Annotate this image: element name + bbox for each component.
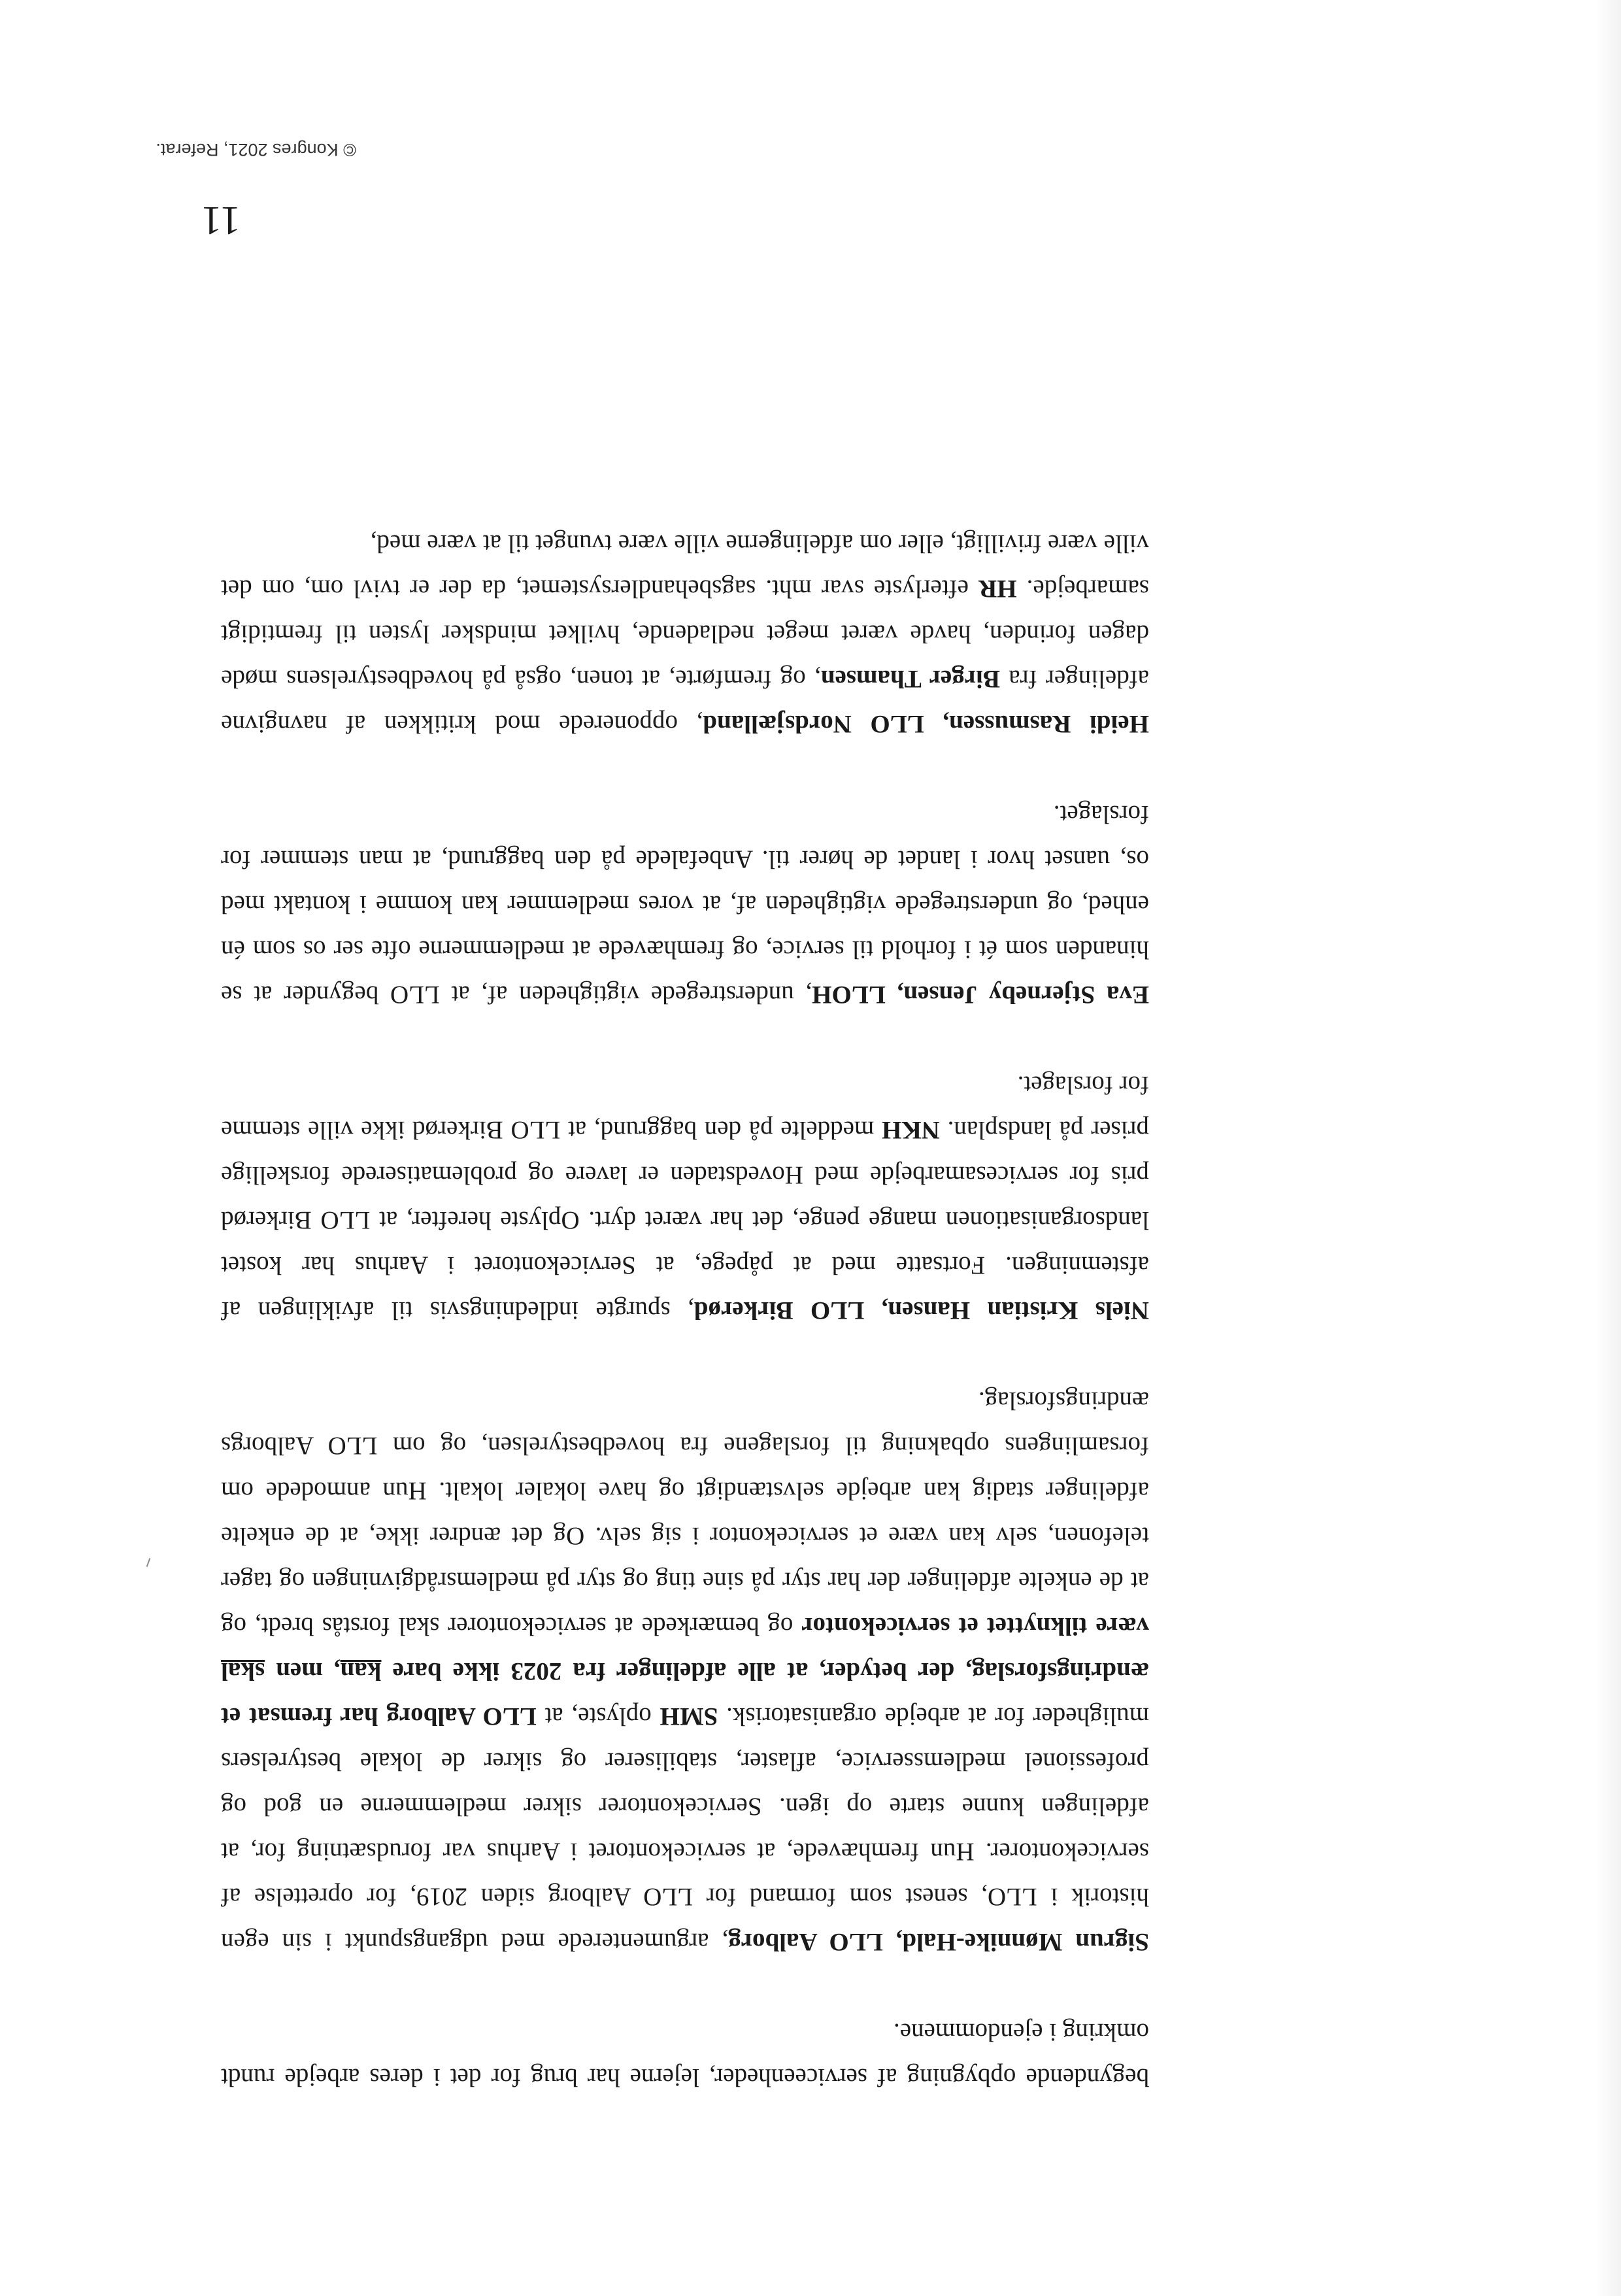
paragraph-text: , og fremførte, at tonen, også på hovedbestyrelsens møde dagen forinden, havde været meget nedladende, hvilket mindsker lysten til fremtidigt samarbejde. (221, 575, 1149, 693)
page-number: 11 (201, 198, 241, 243)
minutes-body (221, 476, 1149, 2100)
paragraph-sigrun (221, 1378, 1149, 1965)
speaker-initials: HR (978, 575, 1017, 603)
paragraph-text: og bemærkede at servicekontorer skal forstås bredt, og at de enkelte afdelinger der har styr på sine ting og styr på medlemsrådgivningen og tager telefonen, selv kan være et servicekontor i sig selv. Og det ændrer ikke, at de enkelte afdelinger stadig kan arbejde selvstændigt og have lokaler lokalt. Hun anmodede om forsamlingens opbakning til forslagene fra hovedbestyrelsen, og om LLO Aalborgs ændringsforslag. (221, 1387, 1149, 1640)
paragraph-text: begyndende opbygning af serviceenheder, lejerne har brug for det i deres arbejde rundt omkring i ejendommene. (221, 2018, 1149, 2091)
emphasis-text: , men (265, 1657, 341, 1685)
paragraph-eva (221, 792, 1149, 1017)
paragraph-text: meddelte på den baggrund, at LLO Birkerød ikke ville stemme for forslaget. (221, 1071, 1149, 1144)
paragraph-text: efterlyste svar mht. sagsbehandlersystemet, da der er tvivl om, om det ville være frivilligt, eller om afdelingerne ville være tvunget til at være med, (221, 530, 1149, 603)
paragraph-text: , spurgte indledningsvis til afviklingen af afstemningen. Fortsatte med at påpege, at Servicekontoret i Aarhus har kostet landsorganisationen mange penge, det har været dyrt. Oplyste herefter, at LLO Birkerød pris for servicesamarbejde med Hovedstaden er lavere og problematiserede forskellige priser på landsplan. (220, 1116, 1149, 1325)
emphasis-underlined: kan (340, 1657, 382, 1685)
scan-edge-shadow (1595, 0, 1621, 2296)
emphasis-underlined: skal (221, 1657, 265, 1685)
emphasis-text: Birger Thamsen (820, 665, 1000, 693)
speaker-name: Sigrun Mønnike-Hald, LLO Aalborg (728, 1928, 1149, 1956)
speaker-name: Heidi Rasmussen, LLO Nordsjælland (703, 710, 1149, 738)
paragraph-text: , understregede vigtigheden af, at LLO begynder at se hinanden som ét i forhold til service, og fremhævede at medlemmerne ofte ser os som én enhed, og understregede vigtigheden af, at vores medlemmer kan komme i kontakt med os, uanset hvor i landet de hører til. Anbefalede på den baggrund, at man stemmer for forslaget. (221, 800, 1149, 1009)
emphasis-text: LLO Aalborg har fremsat et ændringsforslag, der betyder, at alle afdelinger fra 2023 ikke bare (220, 1657, 1149, 1730)
paragraph-continuation (221, 2010, 1149, 2100)
paragraph-text: , opponerede mod kritikken af navngivne afdelinger fra (221, 665, 1149, 738)
speaker-initials: NKH (882, 1116, 940, 1144)
emphasis-text: være tilknyttet et servicekontor (801, 1612, 1149, 1640)
speaker-name: Niels Kristian Hansen, LLO Birkerød (694, 1296, 1149, 1325)
speaker-name: Eva Stjerneby Jensen, LLOH (812, 981, 1149, 1009)
paragraph-text: , argumenterede med udgangspunkt i sin egen historik i LLO, senest som formand for LLO Aalborg siden 2019, for oprettelse af servicekontorer. Hun fremhævede, at servicekontoret i Aarhus var forudsætning for, at afdelingen kunne starte op igen. Servicekontorer sikrer medlemmerne en god og professionel medlemsservice, aflaster, stabiliserer og sikrer de lokale bestyrelsers muligheder for at arbejde organisatorisk. (221, 1702, 1149, 1956)
speaker-initials: SMH (660, 1702, 718, 1730)
paragraph-niels (221, 1062, 1149, 1333)
stray-pen-mark (146, 1558, 151, 1567)
paragraph-text: oplyste, at (536, 1702, 660, 1730)
paragraph-heidi (221, 521, 1149, 747)
footer-copyright: © Kongres 2021, Referat. (156, 140, 356, 160)
